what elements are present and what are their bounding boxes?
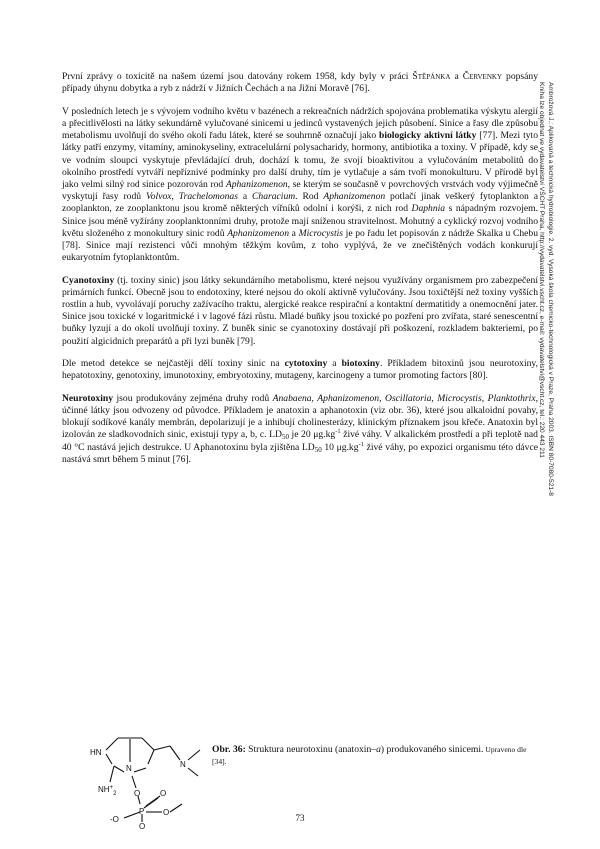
paragraph-toxin-classes: Dle metod detekce se nejčastěji dělí toxiny sinic na cytotoxiny a biotoxiny. Příkladem bitoxinů jsou neurotoxiny, hepatotoxiny, genotoxiny, imunotoxiny, embryotoxiny, mutageny, karcinogeny a tumor promoting factors [80]. xyxy=(62,358,538,382)
term-neurotoxiny: Neurotoxiny xyxy=(62,392,113,404)
paragraph-bioactive-substances: V posledních letech je s vývojem vodního květu v bazénech a rekreačních nádržích spojována problematika výskytu alergií a přecitlivělosti na látky sekundárně vylučované sinicemi u jedinců vystavených jejich působení. Sinice a řasy dle způsobu metabolismu uvolňují do svého okolí řadu látek, které se souhrnně označují jako biologicky aktivní látky [77]. Mezi tyto látky patří enzymy, vitamíny, aminokyseliny, extracelulární polysacharidy, hormony, antibiotika a toxiny. V případě, kdy se ve vodním sloupci vyskytuje převládající druh, dochází k tomu, že svojí bioaktivitou a vylučováním metabolitů do okolního prostředí vytváří nepříznivé podmínky pro další druhy, tím je vytlačuje a sám tvoří monokulturu. V přírodě byl jako velmi silný rod sinice pozorován rod Aphanizomenon, se kterým se současně v povrchových vrstvách vody výjimečně vyskytují řasy rodů Volvox, Trachelomonas a Characium. Rod Aphanizomenon potlačí jinak veškerý fytoplankton a zooplankton, ze zooplanktonu jsou kromě některých vířníků odolní i korýši, z nich rod Daphnia s nápadným rozvojem. Sinice jsou méně vyžírány zooplanktonními druhy, protože mají sníženou stravitelnost. Mohutný a cyklický rozvoj vodního květu složeného z monokultury sinic rodů Aphanizomenon a Microcystis je po řadu let popisován z nádrže Skalka u Chebu [78]. Sinice mají rezistenci vůči mnohým těžkým kovům, z toho vyplývá, že ve znečištěných vodách konkurují eukaryotním fytoplanktontům. xyxy=(62,105,538,264)
term-biotoxiny: biotoxiny xyxy=(341,358,380,370)
atom-nh2: $NH^+_2$ xyxy=(98,785,117,797)
atom-hn: HN xyxy=(90,748,102,757)
term-cyanotoxiny: Cyanotoxiny xyxy=(62,274,115,286)
term-biologicky-aktivni-latky: biologicky aktivní látky xyxy=(378,130,477,142)
atom-o-minus: -O xyxy=(110,815,119,824)
page-number: 73 xyxy=(295,813,305,823)
atom-o-link: O xyxy=(134,789,141,798)
atom-o-top: O xyxy=(160,789,167,798)
body-text xyxy=(62,71,538,476)
atom-o-right: O xyxy=(163,808,170,817)
atom-n-ring: N xyxy=(126,764,132,773)
atom-n-amine: N xyxy=(180,760,186,769)
side-citation-line-2: Kniha lze objednat ve vydavatelství VŠCHT Praha, http://vydavatelstvi.vscht.cz, e-mail: vydavatelstvi@vscht.cz, tel.: 220 443 211 xyxy=(538,82,545,458)
figure-caption: Obr. 36: Struktura neurotoxinu (anatoxin–a) produkovaného sinicemi. Upraveno dle [34]. xyxy=(212,744,527,767)
paragraph-cyanotoxins: Cyanotoxiny (tj. toxiny sinic) jsou látky sekundárního metabolismu, které nejsou využívány organismem pro zabezpečení primárních funkcí. Obecně jsou to endotoxiny, které nejsou do okolí aktivně vylučovány. Jsou toxičtější než toxiny vyšších rostlin a hub, vyvolávají poruchy zažívacího traktu, alergické reakce respirační a kontaktní dermatitidy a onemocnění jater. Sinice jsou toxické v logaritmické i v lagové fázi růstu. Mladé buňky jsou toxické po pozření pro zvířata, staré senescentní buňky lyzují a do okolí uvolňují toxiny. Z buněk sinic se cyanotoxiny dostávají při poškození, rozkladem bakteriemi, po použití algicidních preparátů a při lyzi buněk [79]. xyxy=(62,274,538,347)
figure-label: Obr. 36: xyxy=(212,744,246,755)
term-cytotoxiny: cytotoxiny xyxy=(284,358,328,370)
paragraph-neurotoxins: Neurotoxiny jsou produkovány zejména druhy rodů Anabaena, Aphanizomenon, Oscillatoria, Microcystis, Planktothrix, účinné látky jsou odvozeny od původce. Příkladem je anatoxin a aphanotoxin (viz obr. 36), které jsou alkaloidní povahy, blokují sodíkové kanály membrán, depolarizují je a inhibují cholinesterázy, klinickým příznakem jsou křeče. Anatoxin byl izolován ze sladkovodních sinic, existují typy a, b, c. $LD_{50}$ je 20 $\mu g.kg^{-1}$ živé váhy. V alkalickém prostředí a při teplotě nad 40 °C nastává jejich destrukce. U Aphanotoxinu byla zjištěna $LD_{50}$ 10 $\mu g.kg^{-1}$ živé váhy, po expozici organismu této dávce nastává smrt během 5 minut [76]. xyxy=(62,392,538,465)
figure-source: Upraveno dle [34]. xyxy=(212,745,527,767)
side-citation-line-1: Ambrožová J.: Aplikovaná a technická hydrobiologie. 2. vyd. Vysoká škola chemicko-technologická v Praze, Praha 2003. ISBN 80-7080-521-8 xyxy=(547,82,554,496)
atom-p: P xyxy=(139,807,145,816)
author-stepanek: Štěpánka xyxy=(412,71,451,82)
paragraph-first-reports: První zprávy o toxicitě na našem území jsou datovány rokem 1958, kdy byly v práci Štěpánka a Červenky popsány případy úhynu dobytka a ryb z nádrží v Jižních Čechách a na Jižní Moravě [76]. xyxy=(62,71,538,95)
atom-o-bottom: O xyxy=(139,822,146,830)
author-cervenka: Červenky xyxy=(462,71,502,82)
